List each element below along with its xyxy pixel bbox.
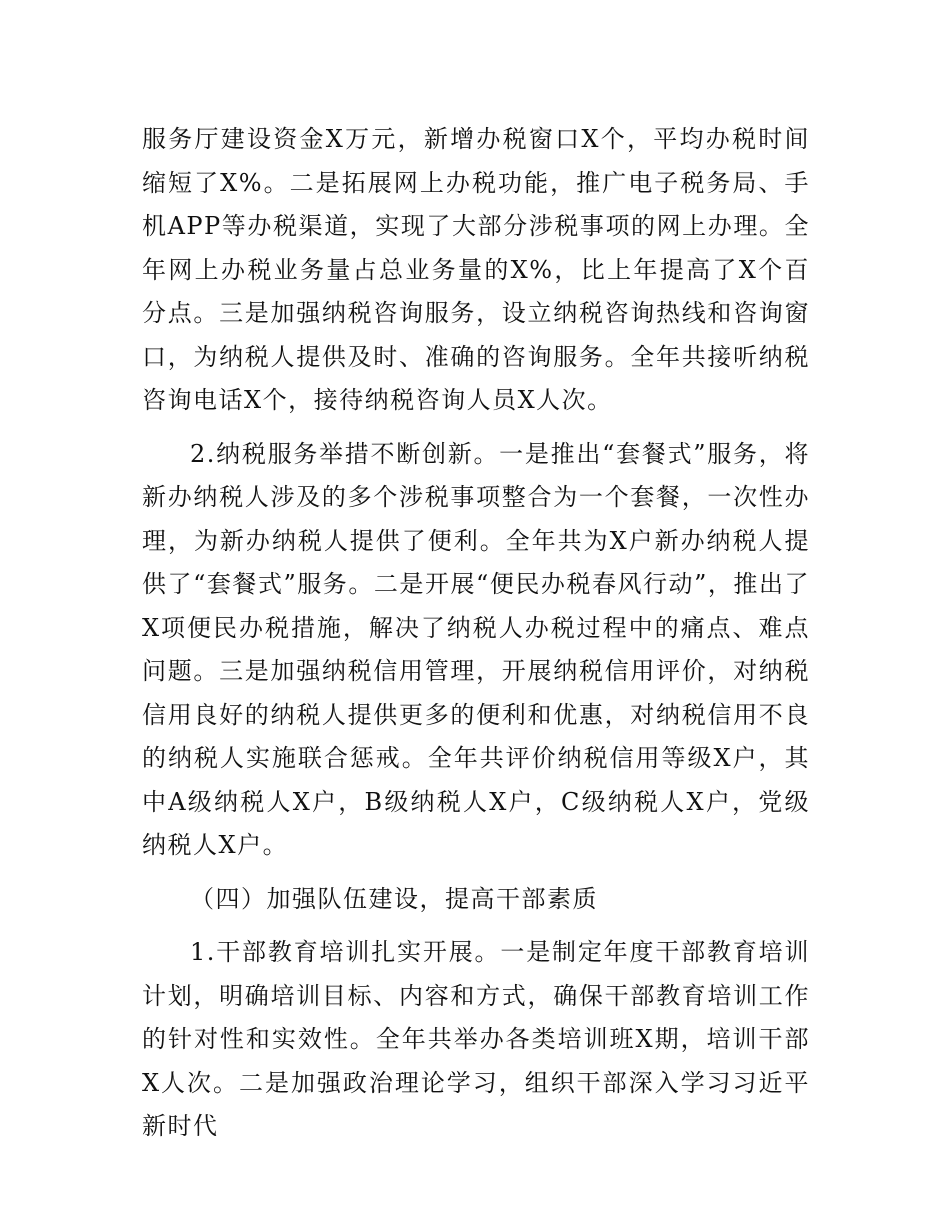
paragraph-cadre-training: 1.干部教育培训扎实开展。一是制定年度干部教育培训计划，明确培训目标、内容和方式，确保干部教育培训工作的针对性和实效性。全年共举办各类培训班X期，培训干部X人次。二是加强政治理论学习，组织干部深入学习习近平新时代: [142, 938, 810, 1140]
section-heading: （四）加强队伍建设，提高干部素质: [190, 884, 598, 913]
paragraph-continuation: 服务厅建设资金X万元，新增办税窗口X个，平均办税时间缩短了X%。二是拓展网上办税功能，推广电子税务局、手机APP等办税渠道，实现了大部分涉税事项的网上办理。全年网上办税业务量占总业务量的X%，比上年提高了X个百分点。三是加强纳税咨询服务，设立纳税咨询热线和咨询窗口，为纳税人提供及时、准确的咨询服务。全年共接听纳税咨询电话X个，接待纳税咨询人员X人次。: [142, 125, 810, 414]
paragraph-tax-service-innovation: 2.纳税服务举措不断创新。一是推出“套餐式”服务，将新办纳税人涉及的多个涉税事项整合为一个套餐，一次性办理，为新办纳税人提供了便利。全年共为X户新办纳税人提供了“套餐式”服务。二是开展“便民办税春风行动”，推出了X项便民办税措施，解决了纳税人办税过程中的痛点、难点问题。三是加强纳税信用管理，开展纳税信用评价，对纳税信用良好的纳税人提供更多的便利和优惠，对纳税信用不良的纳税人实施联合惩戒。全年共评价纳税信用等级X户，其中A级纳税人X户，B级纳税人X户，C级纳税人X户，党级纳税人X户。: [142, 439, 810, 859]
document-body: [142, 118, 810, 1149]
